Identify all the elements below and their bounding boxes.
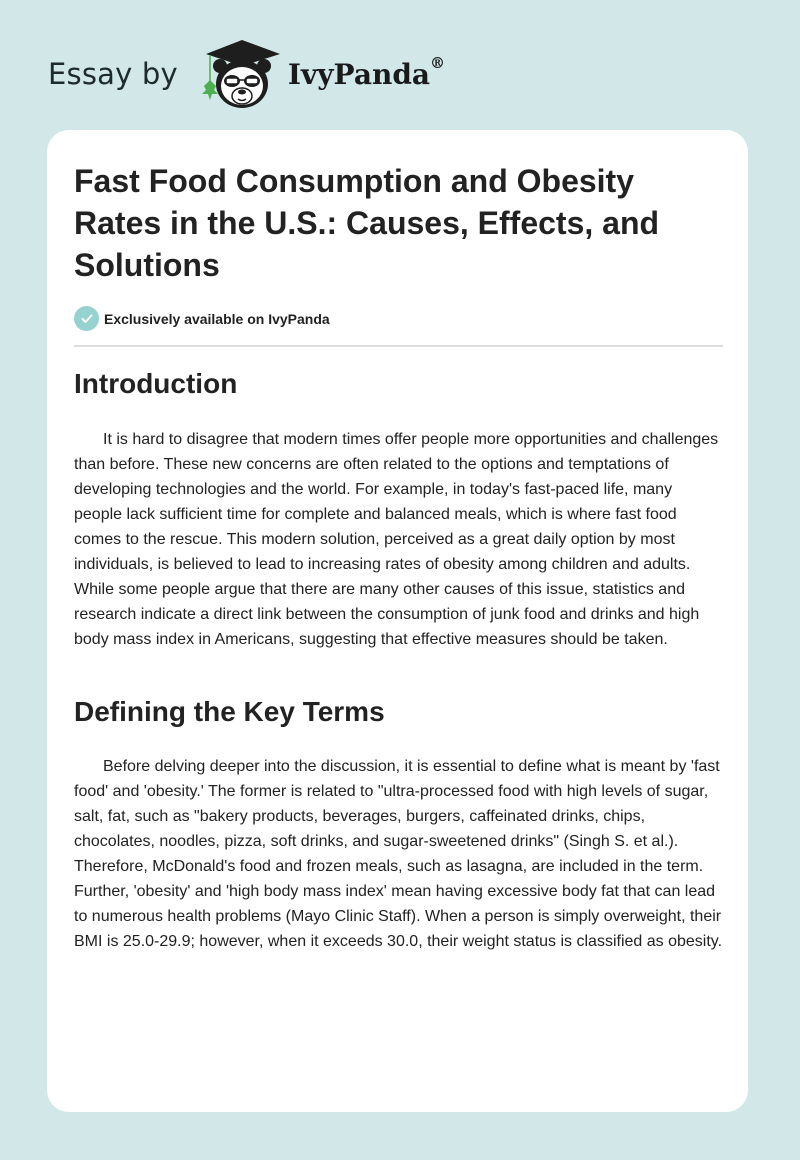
check-circle-icon xyxy=(74,306,99,331)
exclusive-badge-label: Exclusively available on IvyPanda xyxy=(104,310,330,327)
panda-graduate-logo-icon[interactable] xyxy=(196,36,284,112)
essay-card xyxy=(47,130,748,1112)
title-divider xyxy=(74,345,723,347)
section-paragraph-introduction: It is hard to disagree that modern times offer people more opportunities and challenges than before. These new concerns are often related to the options and temptations of developing technologies and the world. For example, in today's fast-paced life, many people lack sufficient time for complete and balanced meals, which is where fast food comes to the rescue. This modern solution, perceived as a great daily option by most individuals, is believed to lead to increasing rates of obesity among children and adults. While some people argue that there are many other causes of this issue, statistics and research indicate a direct link between the consumption of junk food and drinks and high body mass index in Americans, suggesting that effective measures should be taken. xyxy=(74,431,719,648)
exclusive-badge xyxy=(74,306,330,331)
essay-by-label: Essay by xyxy=(48,57,178,91)
section-paragraph-key-terms: Before delving deeper into the discussion, it is essential to define what is meant by 'fast food' and 'obesity.' The former is related to "ultra-processed food with high levels of sugar, salt, fat, such as "bakery products, beverages, burgers, caffeinated drinks, chips, chocolates, noodles, pizza, soft drinks, and sugar-sweetened drinks" (Singh S. et al.). Therefore, McDonald's food and frozen meals, such as lasagna, are included in the term. Further, 'obesity' and 'high body mass index' mean having excessive body fat that can lead to numerous health problems (Mayo Clinic Staff). When a person is simply overweight, their BMI is 25.0-29.9; however, when it exceeds 30.0, their weight status is classified as obesity. xyxy=(74,758,723,950)
section-heading-introduction: Introduction xyxy=(74,368,238,399)
essay-title: Fast Food Consumption and Obesity Rates in the U.S.: Causes, Effects, and Solutions xyxy=(74,163,660,283)
registered-mark: ® xyxy=(430,53,446,72)
brand-name-text: IvyPanda xyxy=(287,57,431,91)
section-heading-key-terms: Defining the Key Terms xyxy=(74,696,385,727)
site-header xyxy=(48,36,445,112)
brand-name[interactable] xyxy=(287,53,446,91)
